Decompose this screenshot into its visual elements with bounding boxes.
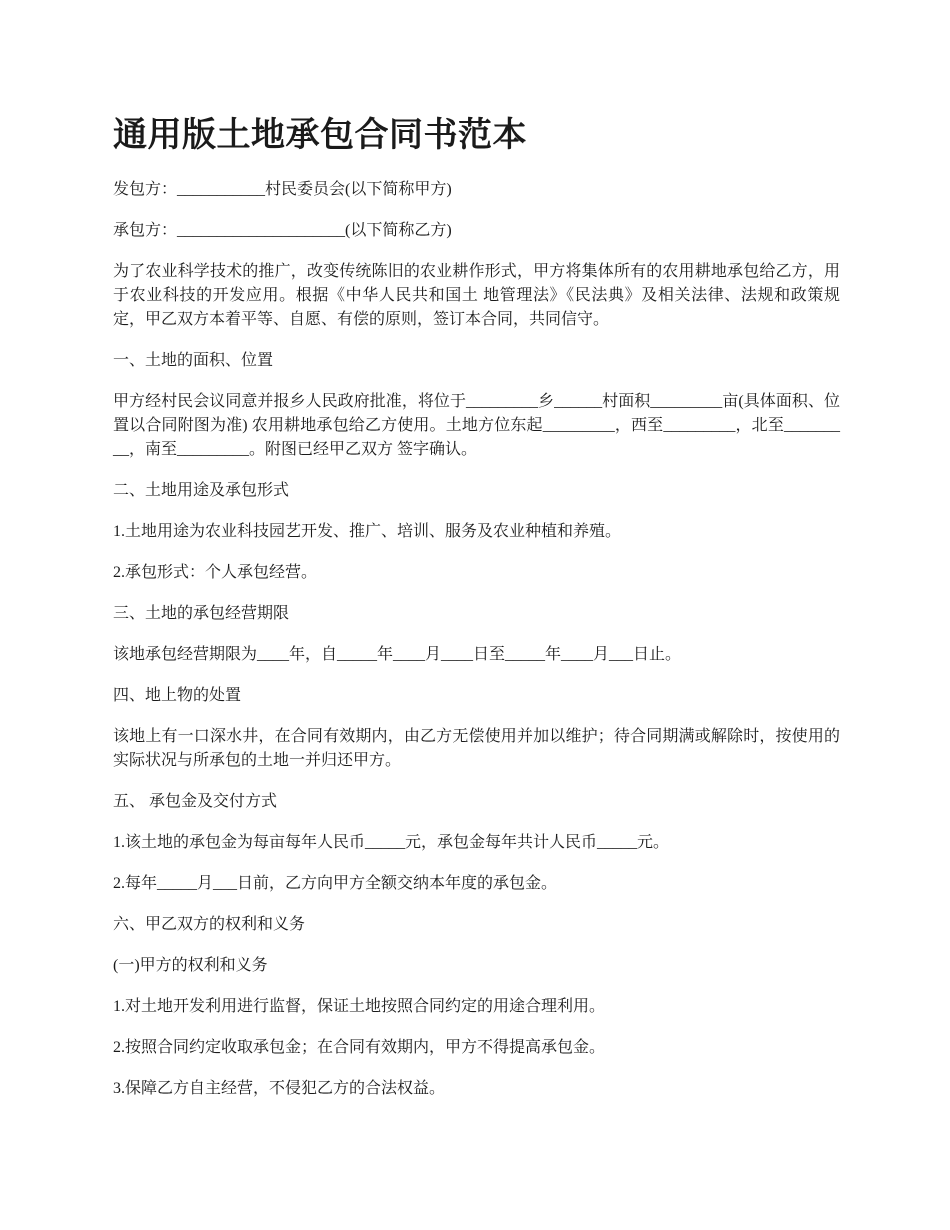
contract-form-clause: 2.承包形式：个人承包经营。 [113,564,318,581]
section-heading-2: 二、土地用途及承包形式 [113,482,290,499]
fee-clause-1: 1.该土地的承包金为每亩每年人民币_____元，承包金每年共计人民币_____元。 [113,834,670,851]
section-heading-6: 六、甲乙双方的权利和义务 [113,916,306,933]
party-a-line: 发包方：___________村民委员会(以下简称甲方) [113,181,452,198]
land-location-paragraph: 甲方经村民会议同意并报乡人民政府批准，将位于_________乡______村面积_________亩(具体面积、位置以合同附图为准) 农用耕地承包给乙方使用。土地方位东起_________，西至_________，北至_________，南至_________。附图已经甲乙双方 签字确认。 [113,393,840,458]
document-title: 通用版土地承包合同书范本 [113,115,527,155]
preamble-paragraph: 为了农业科学技术的推广，改变传统陈旧的农业耕作形式，甲方将集体所有的农用耕地承包给乙方，用于农业科技的开发应用。根据《中华人民共和国土 地管理法》《民法典》及相关法律、法规和政策规定，甲乙双方本着平等、自愿、有偿的原则，签订本合同，共同信守。 [113,263,840,328]
party-a-duty-1: 1.对土地开发利用进行监督，保证土地按照合同约定的用途合理利用。 [113,998,606,1015]
party-a-duty-2: 2.按照合同约定收取承包金；在合同有效期内，甲方不得提高承包金。 [113,1039,606,1056]
subsection-heading-party-a: (一)甲方的权利和义务 [113,957,268,974]
fee-clause-2: 2.每年_____月___日前，乙方向甲方全额交纳本年度的承包金。 [113,875,558,892]
term-clause: 该地承包经营期限为____年，自_____年____月____日至_____年____月___日止。 [113,646,682,663]
ground-objects-clause: 该地上有一口深水井，在合同有效期内，由乙方无偿使用并加以维护；待合同期满或解除时，按使用的实际状况与所承包的土地一并归还甲方。 [113,728,840,769]
section-heading-4: 四、地上物的处置 [113,687,242,704]
section-heading-5: 五、 承包金及交付方式 [113,793,278,810]
party-b-line: 承包方：_____________________(以下简称乙方) [113,222,452,239]
land-use-clause: 1.土地用途为农业科技园艺开发、推广、培训、服务及农业种植和养殖。 [113,523,622,540]
section-heading-1: 一、土地的面积、位置 [113,352,274,369]
section-heading-3: 三、土地的承包经营期限 [113,605,290,622]
party-a-duty-3: 3.保障乙方自主经营，不侵犯乙方的合法权益。 [113,1080,446,1097]
